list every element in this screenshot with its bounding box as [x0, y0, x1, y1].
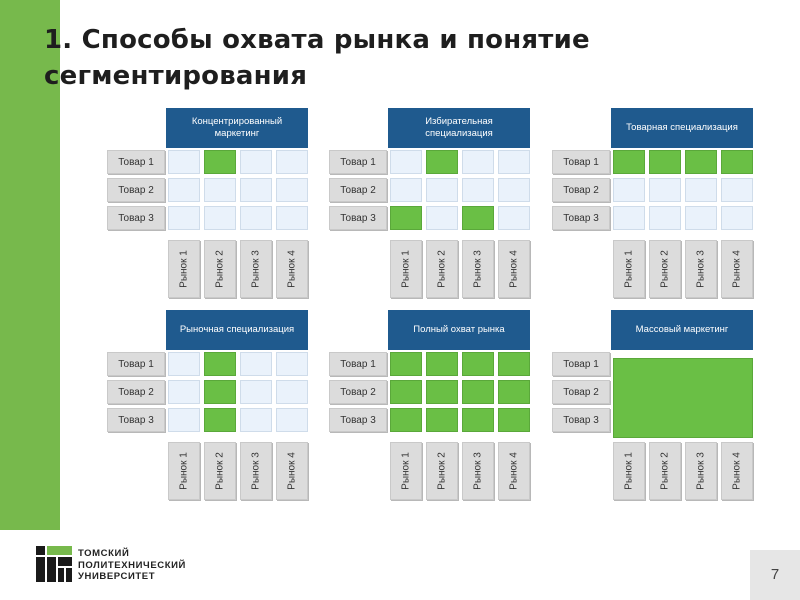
market-label-text: Рынок 4	[286, 452, 298, 490]
empty-segment-cell	[390, 150, 422, 174]
empty-segment-cell	[204, 178, 236, 202]
market-label-text: Рынок 1	[623, 250, 635, 288]
empty-segment-cell	[685, 206, 717, 230]
empty-segment-cell	[240, 408, 272, 432]
market-label	[721, 442, 753, 500]
product-label: Товар 1	[329, 352, 387, 376]
matrix-title: Массовый маркетинг	[611, 310, 753, 350]
market-label	[462, 442, 494, 500]
empty-segment-cell	[462, 178, 494, 202]
market-label-text: Рынок 4	[731, 452, 743, 490]
product-label: Товар 2	[107, 380, 165, 404]
product-label: Товар 3	[329, 206, 387, 230]
empty-segment-cell	[498, 206, 530, 230]
coverage-matrix	[552, 108, 754, 304]
market-label	[168, 442, 200, 500]
covered-segment-cell	[204, 380, 236, 404]
market-label-text: Рынок 1	[400, 452, 412, 490]
empty-segment-cell	[649, 178, 681, 202]
empty-segment-cell	[168, 178, 200, 202]
empty-segment-cell	[462, 150, 494, 174]
market-label	[613, 240, 645, 298]
empty-segment-cell	[168, 408, 200, 432]
covered-segment-cell	[426, 150, 458, 174]
market-label-text: Рынок 2	[436, 452, 448, 490]
product-label: Товар 2	[329, 380, 387, 404]
matrix-title: Товарная специализация	[611, 108, 753, 148]
market-label	[685, 240, 717, 298]
product-label: Товар 2	[107, 178, 165, 202]
university-name-line: ПОЛИТЕХНИЧЕСКИЙ	[78, 559, 186, 571]
market-label	[649, 442, 681, 500]
product-label: Товар 2	[329, 178, 387, 202]
covered-segment-cell	[721, 150, 753, 174]
product-label: Товар 3	[552, 408, 610, 432]
market-label-text: Рынок 1	[178, 250, 190, 288]
covered-segment-cell	[426, 408, 458, 432]
page-number: 7	[770, 566, 780, 583]
empty-segment-cell	[276, 380, 308, 404]
product-label: Товар 3	[107, 206, 165, 230]
product-label: Товар 1	[107, 150, 165, 174]
market-label-text: Рынок 1	[178, 452, 190, 490]
empty-segment-cell	[613, 178, 645, 202]
empty-segment-cell	[276, 150, 308, 174]
empty-segment-cell	[168, 380, 200, 404]
coverage-matrix	[329, 310, 531, 506]
covered-segment-cell	[204, 352, 236, 376]
matrix-title: Рыночная специализация	[166, 310, 308, 350]
product-label: Товар 3	[329, 408, 387, 432]
product-label: Товар 2	[552, 380, 610, 404]
product-label: Товар 1	[107, 352, 165, 376]
market-label-text: Рынок 3	[472, 452, 484, 490]
market-label-text: Рынок 2	[214, 250, 226, 288]
empty-segment-cell	[390, 178, 422, 202]
empty-segment-cell	[168, 150, 200, 174]
empty-segment-cell	[240, 380, 272, 404]
market-label	[204, 240, 236, 298]
empty-segment-cell	[276, 178, 308, 202]
product-label: Товар 3	[107, 408, 165, 432]
empty-segment-cell	[168, 206, 200, 230]
covered-segment-cell	[462, 352, 494, 376]
covered-segment-cell	[204, 408, 236, 432]
empty-segment-cell	[498, 178, 530, 202]
market-label	[204, 442, 236, 500]
empty-segment-cell	[498, 150, 530, 174]
market-label	[240, 240, 272, 298]
market-label-text: Рынок 1	[623, 452, 635, 490]
product-label: Товар 1	[552, 150, 610, 174]
matrix-title: Концентрированный маркетинг	[166, 108, 308, 148]
market-label	[613, 442, 645, 500]
empty-segment-cell	[613, 206, 645, 230]
product-label: Товар 1	[552, 352, 610, 376]
empty-segment-cell	[721, 178, 753, 202]
covered-segment-cell	[462, 206, 494, 230]
covered-segment-cell	[462, 380, 494, 404]
empty-segment-cell	[685, 178, 717, 202]
empty-segment-cell	[240, 206, 272, 230]
market-label	[276, 442, 308, 500]
market-label-text: Рынок 4	[731, 250, 743, 288]
market-label	[390, 240, 422, 298]
empty-segment-cell	[240, 150, 272, 174]
product-label: Товар 2	[552, 178, 610, 202]
covered-segment-cell	[462, 408, 494, 432]
empty-segment-cell	[240, 178, 272, 202]
market-label	[685, 442, 717, 500]
market-label	[168, 240, 200, 298]
market-label-text: Рынок 3	[472, 250, 484, 288]
covered-segment-cell	[685, 150, 717, 174]
empty-segment-cell	[276, 352, 308, 376]
empty-segment-cell	[649, 206, 681, 230]
covered-segment-cell	[390, 380, 422, 404]
market-label	[462, 240, 494, 298]
empty-segment-cell	[168, 352, 200, 376]
university-name-line: УНИВЕРСИТЕТ	[78, 571, 156, 582]
empty-segment-cell	[240, 352, 272, 376]
covered-segment-cell	[204, 150, 236, 174]
covered-segment-cell	[649, 150, 681, 174]
coverage-matrix	[329, 108, 531, 304]
market-label-text: Рынок 2	[659, 250, 671, 288]
university-logo-icon	[36, 546, 72, 582]
covered-segment-cell	[498, 352, 530, 376]
covered-segment-cell	[426, 380, 458, 404]
coverage-matrix	[552, 310, 754, 506]
slide-title: 1. Способы охвата рынка и понятие сегментирования	[44, 25, 590, 91]
market-label-text: Рынок 2	[436, 250, 448, 288]
market-label	[276, 240, 308, 298]
matrix-title: Полный охват рынка	[388, 310, 530, 350]
market-label	[721, 240, 753, 298]
market-label-text: Рынок 4	[508, 250, 520, 288]
market-label-text: Рынок 2	[659, 452, 671, 490]
empty-segment-cell	[204, 206, 236, 230]
empty-segment-cell	[426, 206, 458, 230]
product-label: Товар 1	[329, 150, 387, 174]
market-label-text: Рынок 4	[508, 452, 520, 490]
covered-segment-cell	[498, 408, 530, 432]
matrix-title: Избирательная специализация	[388, 108, 530, 148]
university-name	[78, 548, 186, 583]
covered-segment-cell	[390, 408, 422, 432]
market-label	[649, 240, 681, 298]
market-label-text: Рынок 3	[250, 250, 262, 288]
market-label-text: Рынок 3	[695, 452, 707, 490]
covered-segment-cell	[426, 352, 458, 376]
empty-segment-cell	[276, 408, 308, 432]
university-name-line: ТОМСКИЙ	[78, 548, 130, 559]
market-label	[390, 442, 422, 500]
covered-segment-cell	[390, 206, 422, 230]
market-label	[426, 442, 458, 500]
empty-segment-cell	[721, 206, 753, 230]
market-label-text: Рынок 3	[695, 250, 707, 288]
coverage-matrix	[107, 310, 309, 506]
market-label	[426, 240, 458, 298]
market-label	[498, 442, 530, 500]
market-label	[240, 442, 272, 500]
mass-coverage-block	[613, 358, 753, 438]
empty-segment-cell	[426, 178, 458, 202]
covered-segment-cell	[498, 380, 530, 404]
market-label-text: Рынок 2	[214, 452, 226, 490]
product-label: Товар 3	[552, 206, 610, 230]
covered-segment-cell	[613, 150, 645, 174]
empty-segment-cell	[276, 206, 308, 230]
covered-segment-cell	[390, 352, 422, 376]
market-label-text: Рынок 1	[400, 250, 412, 288]
coverage-matrix	[107, 108, 309, 304]
market-label-text: Рынок 3	[250, 452, 262, 490]
market-label-text: Рынок 4	[286, 250, 298, 288]
market-label	[498, 240, 530, 298]
